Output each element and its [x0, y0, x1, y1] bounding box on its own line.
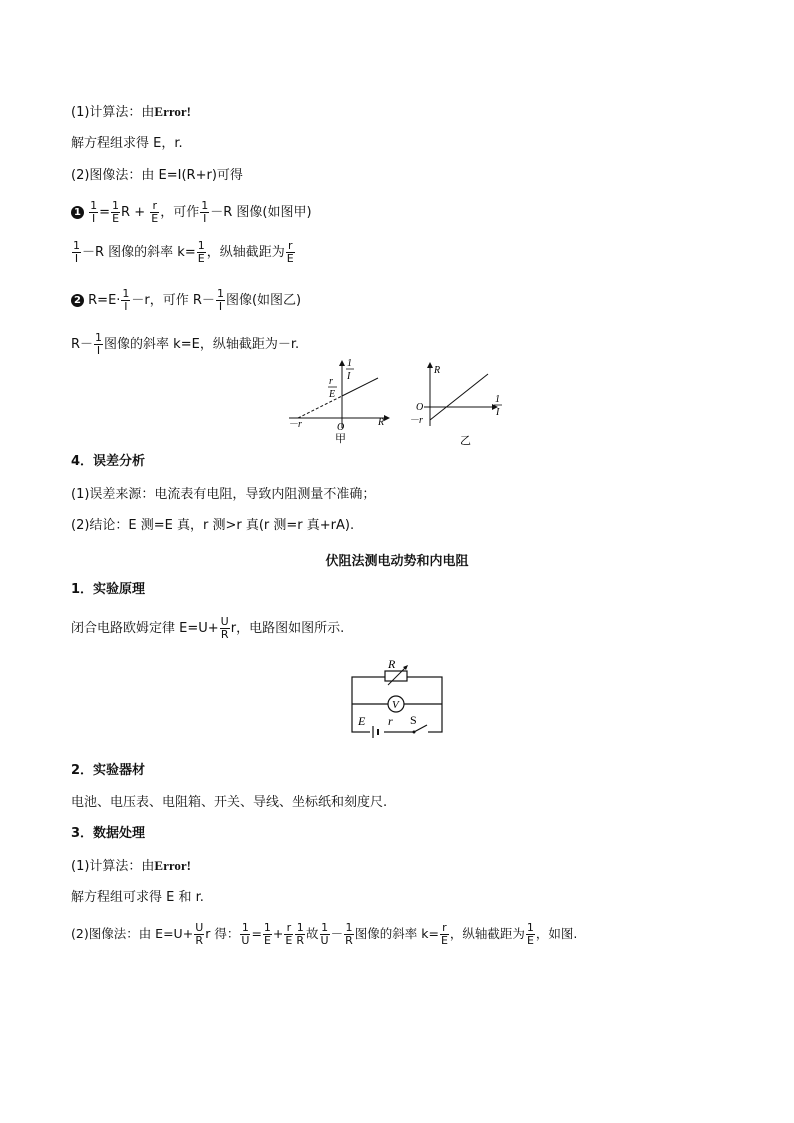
- calc-method-line-2: (1)计算法：由Error!: [71, 858, 191, 874]
- graph-method-line-2: (2)图像法：由 E=U+ $\frac{U}{R}$ r 得： $\frac{1}{U}$ = $\frac{1}{E}$ + $\frac{r}{E}$ $\frac{1}{R}$ 故 $\frac{1}{U}$ － $\frac{1}{R}$ 图像的斜率 k= $\frac{r}{E}$ ，纵轴截距为 $\frac{1}{E}$ ，如图.: [71, 921, 578, 947]
- heading-equipment: 2．实验器材: [71, 763, 146, 778]
- graph-method-line: (2)图像法：由 E=I(R+r)可得: [71, 168, 243, 183]
- circled-number-2: 2: [71, 294, 84, 307]
- emf-label: E: [358, 714, 366, 728]
- error-analysis-heading: 4．误差分析: [71, 454, 146, 469]
- switch-label: S: [410, 713, 417, 727]
- intercept-label-den: E: [329, 389, 336, 400]
- circled-number-1: 1: [71, 206, 84, 219]
- circuit-diagram: [348, 656, 446, 742]
- x-axis-label: R: [378, 417, 385, 428]
- graph-yi: [408, 360, 508, 448]
- fraction: $\frac{1}{E}$: [263, 921, 271, 947]
- error-source: (1)误差来源：电流表有电阻，导致内阻测量不准确；: [71, 487, 376, 502]
- neg-r-label: －r: [409, 415, 423, 426]
- error-text: Error!: [154, 104, 191, 119]
- origin-label: O: [337, 422, 345, 433]
- error-conclusion: (2)结论：E 测=E 真，r 测>r 真(r 测=r 真+rA).: [71, 518, 355, 533]
- fraction: $\frac{1}{E}$: [526, 921, 534, 947]
- resistor-box: [385, 671, 407, 681]
- x-axis-label-den: I: [496, 407, 500, 418]
- fraction: $\frac{1}{I}$: [122, 287, 130, 313]
- origin-label: O: [416, 402, 424, 413]
- x-axis-arrow: [384, 415, 390, 421]
- fraction: $\frac{1}{E}$: [112, 199, 120, 225]
- fraction: $\frac{r}{E}$: [151, 199, 159, 225]
- principle-text: 闭合电路欧姆定律 E=U+ $\frac{U}{R}$ r，电路图如图所示.: [71, 615, 345, 641]
- voltmeter-label: V: [392, 699, 399, 711]
- formula-line-3: 2 R=E· $\frac{1}{I}$ －r，可作 R－ $\frac{1}{I}$ 图像(如图乙): [71, 288, 301, 313]
- fraction: $\frac{1}{E}$: [197, 239, 205, 265]
- fraction: $\frac{1}{U}$: [320, 921, 329, 947]
- fraction: $\frac{r}{E}$: [286, 239, 294, 265]
- fraction: $\frac{1}{I}$: [73, 239, 80, 265]
- solve-line: 解方程组求得 E，r.: [71, 136, 183, 151]
- formula-line-4: R－ $\frac{1}{I}$ 图像的斜率 k=E，纵轴截距为－r.: [71, 331, 300, 357]
- fraction: $\frac{1}{R}$: [345, 921, 353, 947]
- resistor-label: R: [388, 657, 396, 671]
- formula-line-1: 1 $\frac{1}{I}$ = $\frac{1}{E}$ R + $\frac{r}{E}$ ，可作 $\frac{1}{I}$ －R 图像(如图甲): [71, 200, 312, 225]
- data-line: [430, 374, 488, 420]
- fraction: $\frac{U}{R}$: [220, 615, 229, 641]
- caption-jia: 甲: [335, 433, 346, 445]
- graph-jia: [284, 358, 394, 446]
- formula-line-2: $\frac{1}{I}$ －R 图像的斜率 k= $\frac{1}{E}$ ，纵轴截距为 $\frac{r}{E}$: [73, 239, 294, 265]
- caption-yi: 乙: [460, 435, 471, 447]
- fraction: $\frac{U}{R}$: [195, 921, 204, 947]
- fraction: $\frac{1}{I}$: [216, 287, 224, 313]
- equipment-text: 电池、电压表、电阻箱、开关、导线、坐标纸和刻度尺.: [71, 795, 388, 810]
- fraction: $\frac{r}{E}$: [440, 921, 448, 947]
- solve-line-2: 解方程组可求得 E 和 r.: [71, 890, 204, 905]
- y-axis-label-den: I: [347, 371, 351, 382]
- y-axis-arrow: [427, 362, 433, 368]
- fraction: $\frac{1}{I}$: [90, 199, 98, 225]
- calc-method-text: (1)计算法：由: [71, 105, 155, 120]
- y-axis-label-num: 1: [347, 358, 352, 369]
- fraction: $\frac{1}{I}$: [201, 199, 209, 225]
- y-axis-arrow: [339, 360, 345, 366]
- section-title: 伏阻法测电动势和内电阻: [325, 554, 469, 569]
- fraction: $\frac{1}{I}$: [95, 331, 103, 357]
- dashed-extension: [298, 396, 342, 418]
- y-axis-label: R: [434, 365, 441, 376]
- intercept-label-num: r: [329, 376, 333, 387]
- internal-r-label: r: [388, 714, 393, 728]
- error-text: Error!: [154, 858, 191, 873]
- heading-data: 3．数据处理: [71, 826, 146, 841]
- calc-method-line: [71, 103, 191, 122]
- neg-r-label: －r: [288, 419, 302, 430]
- x-axis-label-num: 1: [495, 394, 500, 405]
- heading-principle: 1．实验原理: [71, 582, 146, 597]
- fraction: $\frac{1}{U}$: [241, 921, 250, 947]
- fraction: $\frac{1}{R}$: [296, 921, 305, 947]
- fraction: $\frac{r}{E}$: [285, 921, 293, 947]
- switch-gap: [414, 728, 428, 736]
